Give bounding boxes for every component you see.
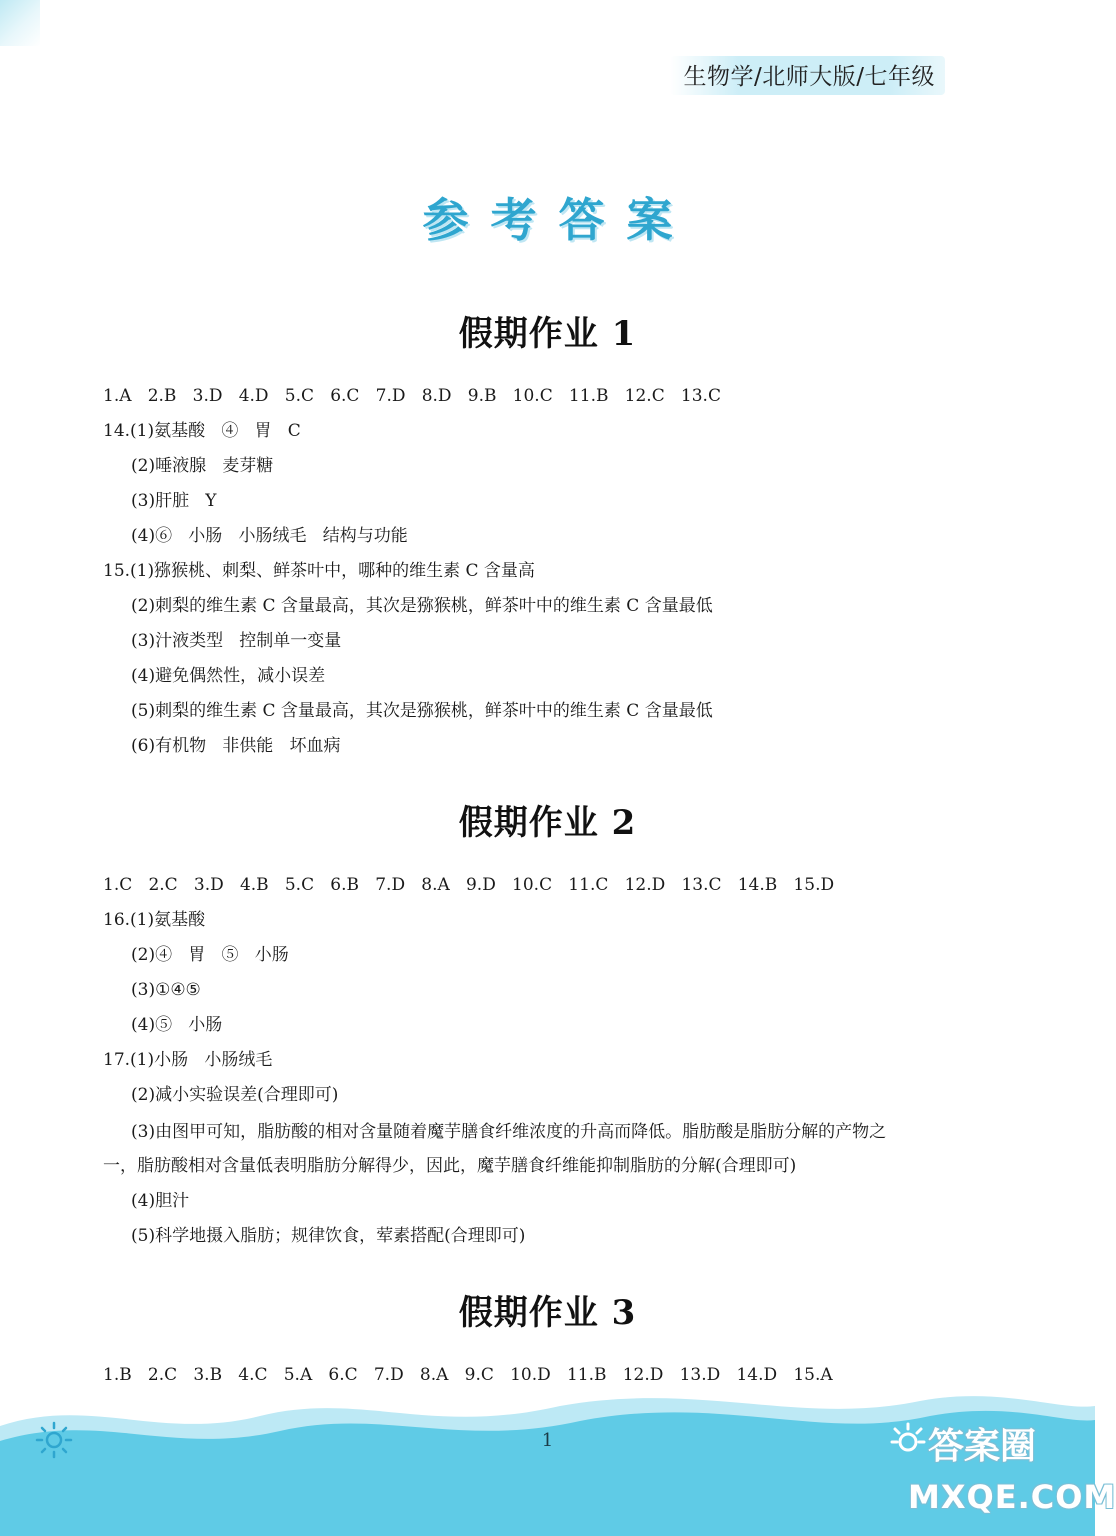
corner-decoration xyxy=(0,0,40,46)
answer-line: (2)刺梨的维生素 C 含量最高，其次是猕猴桃，鲜茶叶中的维生素 C 含量最低 xyxy=(131,596,713,616)
answer-line: (4)避免偶然性，减小误差 xyxy=(131,666,326,686)
answer-line: (5)刺梨的维生素 C 含量最高，其次是猕猴桃，鲜茶叶中的维生素 C 含量最低 xyxy=(131,701,713,721)
answer-line: (4)⑤ 小肠 xyxy=(131,1015,223,1035)
watermark-logo xyxy=(886,1412,1116,1532)
answer-line: 17.(1)小肠 小肠绒毛 xyxy=(103,1050,273,1070)
answer-line: 一，脂肪酸相对含量低表明脂肪分解得少，因此，魔芋膳食纤维能抑制脂肪的分解(合理即可) xyxy=(103,1156,797,1176)
answer-line: 1.A 2.B 3.D 4.D 5.C 6.C 7.D 8.D 9.B 10.C 11.B 12.C 13.C xyxy=(103,386,721,406)
answer-line: (2)④ 胃 ⑤ 小肠 xyxy=(131,945,289,965)
logo-text-en: MXQE.COM xyxy=(908,1478,1116,1516)
answer-line: 16.(1)氨基酸 xyxy=(103,910,206,930)
answer-line: 1.B 2.C 3.B 4.C 5.A 6.C 7.D 8.A 9.C 10.D 11.B 12.D 13.D 14.D 15.A xyxy=(103,1365,833,1385)
answer-line: (2)唾液腺 麦芽糖 xyxy=(131,456,274,476)
answer-line: 1.C 2.C 3.D 4.B 5.C 6.B 7.D 8.A 9.D 10.C 11.C 12.D 13.C 14.B 15.D xyxy=(103,875,835,895)
answer-line: (4)⑥ 小肠 小肠绒毛 结构与功能 xyxy=(131,526,408,546)
page-title: 参考答案 xyxy=(422,193,695,247)
answer-line: (2)减小实验误差(合理即可) xyxy=(131,1085,339,1105)
section-heading-3: 假期作业 3 xyxy=(458,1293,637,1333)
logo-text-cn: 答案圈 xyxy=(928,1426,1037,1467)
answer-line: (6)有机物 非供能 坏血病 xyxy=(131,736,341,756)
answer-line: 14.(1)氨基酸 ④ 胃 C xyxy=(103,421,301,441)
section-heading-1: 假期作业 1 xyxy=(458,314,637,354)
answer-line: (3)由图甲可知，脂肪酸的相对含量随着魔芋膳食纤维浓度的升高而降低。脂肪酸是脂肪分解的产物之 xyxy=(131,1122,887,1142)
answer-line: 15.(1)猕猴桃、刺梨、鲜茶叶中，哪种的维生素 C 含量高 xyxy=(103,561,535,581)
answer-line: (3)①④⑤ xyxy=(131,980,201,1000)
page-number: 1 xyxy=(541,1430,554,1451)
answer-line: (5)科学地摄入脂肪；规律饮食，荤素搭配(合理即可) xyxy=(131,1226,526,1246)
header-subject-label: 生物学/北师大版/七年级 xyxy=(670,56,946,95)
answer-line: (3)汁液类型 控制单一变量 xyxy=(131,631,342,651)
answer-line: (4)胆汁 xyxy=(131,1191,190,1211)
answer-line: (3)肝脏 Y xyxy=(131,491,217,511)
section-heading-2: 假期作业 2 xyxy=(458,803,637,843)
logo-sun-icon xyxy=(886,1420,930,1460)
